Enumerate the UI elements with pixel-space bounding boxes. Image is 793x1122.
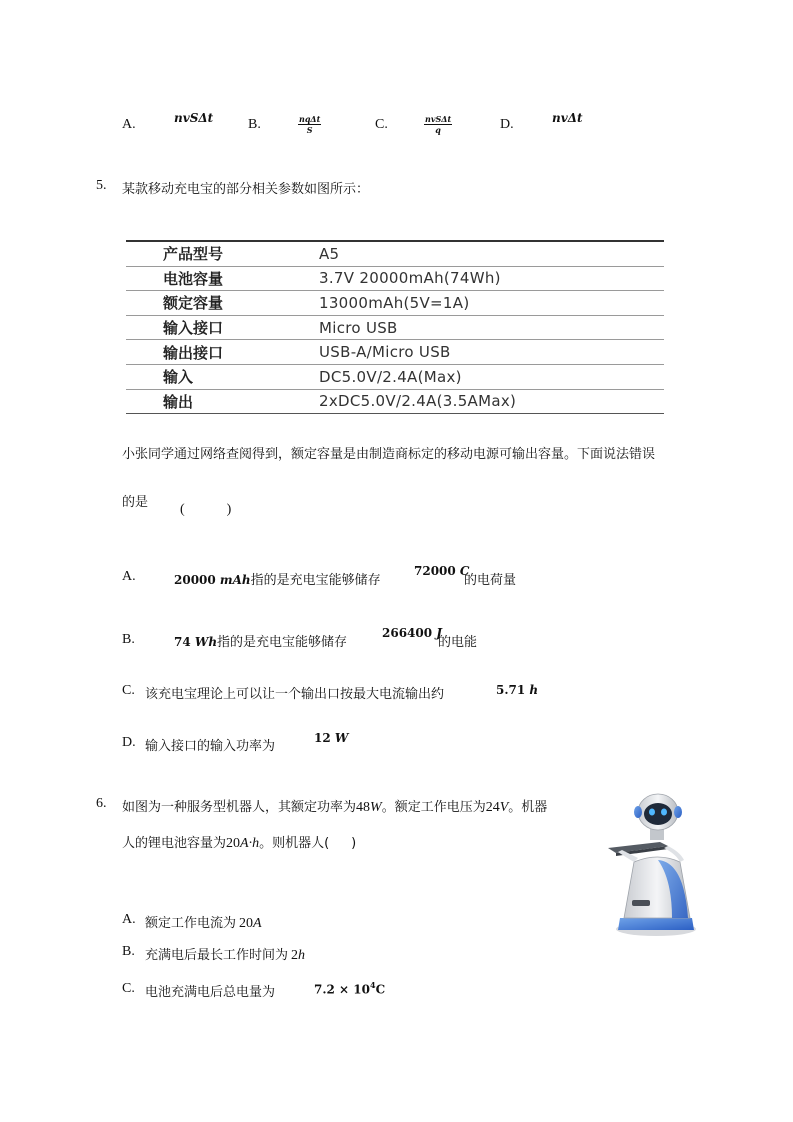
table-value: DC5.0V/2.4A(Max) (319, 367, 462, 386)
q5-description-line2: 的是 (122, 495, 149, 510)
option-letter: C. (122, 981, 135, 996)
q4-option-b-numerator: nqΔt (299, 114, 321, 124)
q5-stem: 某款移动充电宝的部分相关参数如图所示： (122, 182, 370, 197)
table-key: 输入 (163, 368, 194, 387)
q5-answer-blank: ( ) (180, 502, 232, 517)
option-unit: mAh (219, 573, 251, 587)
table-value: USB-A/Micro USB (319, 343, 451, 362)
q4-option-d-expr: nvΔt (552, 111, 583, 125)
q4-option-b-letter: B. (248, 117, 261, 132)
option-unit-2: C (459, 564, 470, 578)
table-row (126, 390, 664, 415)
q4-option-a-letter: A. (122, 117, 136, 132)
table-key: 产品型号 (163, 245, 224, 264)
option-letter: C. (122, 683, 135, 698)
q6-stem-line2 (122, 832, 356, 852)
option-letter: B. (122, 944, 135, 959)
q6-capacity: 20 (226, 836, 241, 851)
q6-stem-line1 (122, 796, 547, 816)
q6-voltage: 24 (485, 800, 500, 815)
q6-stem-part: 。机器 (508, 800, 548, 815)
q6-power: 48 (356, 800, 371, 815)
q4-option-c-fraction (424, 114, 452, 135)
option-text-2: 的电荷量 (464, 573, 517, 588)
option-unit: A (253, 916, 262, 931)
q6-power-unit: W (370, 800, 382, 815)
option-value: 5.71 (496, 683, 526, 697)
robot-image (598, 790, 702, 938)
table-key: 输出接口 (163, 343, 224, 362)
q6-number: 6. (96, 796, 107, 811)
option-text: 指的是充电宝能够储存 (250, 573, 381, 588)
table-value: 3.7V 20000mAh(74Wh) (319, 269, 501, 288)
q4-option-d-letter: D. (500, 117, 514, 132)
option-unit: h (529, 683, 539, 697)
table-row (126, 316, 664, 341)
option-letter: A. (122, 569, 136, 584)
table-key: 输出 (163, 392, 194, 411)
table-row (126, 242, 664, 267)
option-text-2: 的电能 (438, 635, 478, 650)
q6-capacity-unit: A·h (240, 836, 260, 851)
option-value-2: 72000 (414, 564, 456, 578)
option-text (145, 944, 305, 964)
option-text: 指的是充电宝能够储存 (217, 635, 348, 650)
option-letter: A. (122, 912, 136, 927)
option-text (145, 912, 262, 932)
q5-number: 5. (96, 178, 107, 193)
option-text: 电池充满电后总电量为 (145, 985, 276, 1000)
option-value: 7.2 × 10 (314, 982, 370, 997)
q4-option-a-expr: nvSΔt (174, 111, 214, 125)
q4-option-c-denominator: q (435, 125, 441, 135)
option-value: 2 (291, 948, 299, 963)
option-text: 输入接口的输入功率为 (145, 739, 276, 754)
option-value: 20000 (174, 573, 216, 587)
q6-stem-part: 。额定工作电压为 (381, 800, 486, 815)
table-row (126, 291, 664, 316)
option-value: 74 (174, 635, 191, 649)
table-key: 电池容量 (163, 269, 224, 288)
q4-option-b-fraction (298, 114, 321, 135)
table-row (126, 267, 664, 292)
q6-stem-part: 如图为一种服务型机器人，其额定功率为 (122, 800, 357, 815)
option-value: 20 (239, 916, 254, 931)
q5-description-line1: 小张同学通过网络查阅得到，额定容量是由制造商标定的移动电源可输出容量。下面说法错误 (122, 447, 656, 462)
q6-stem-part: ) (351, 836, 357, 851)
table-value: A5 (319, 244, 340, 263)
option-text-part: 充满电后最长工作时间为 (145, 948, 289, 963)
option-exponent: 4 (370, 980, 376, 990)
option-unit: C (375, 982, 386, 997)
q4-option-c-letter: C. (375, 117, 388, 132)
option-value-2: 266400 (382, 626, 433, 640)
table-row (126, 340, 664, 365)
table-key: 额定容量 (163, 294, 224, 313)
option-text-part: 额定工作电流为 (145, 916, 237, 931)
q6-stem-part: 。则机器人( (259, 836, 330, 851)
option-value: 12 (314, 731, 331, 745)
table-value: Micro USB (319, 318, 398, 337)
table-value: 2xDC5.0V/2.4A(3.5AMax) (319, 392, 517, 411)
q6-stem-part: 人的锂电池容量为 (122, 836, 227, 851)
q5-parameter-table (126, 240, 664, 414)
option-text: 该充电宝理论上可以让一个输出口按最大电流输出约 (145, 687, 445, 702)
q6-voltage-unit: V (499, 800, 509, 815)
table-value: 13000mAh(5V=1A) (319, 293, 470, 312)
table-key: 输入接口 (163, 319, 224, 338)
option-letter: B. (122, 632, 135, 647)
option-unit: Wh (194, 635, 218, 649)
q4-option-b-denominator: S (306, 125, 313, 135)
option-unit-2: J (436, 626, 442, 640)
table-row (126, 365, 664, 390)
q4-option-c-numerator: nvSΔt (425, 114, 452, 124)
option-unit: h (298, 948, 306, 963)
option-unit: W (334, 731, 349, 745)
option-letter: D. (122, 735, 136, 750)
